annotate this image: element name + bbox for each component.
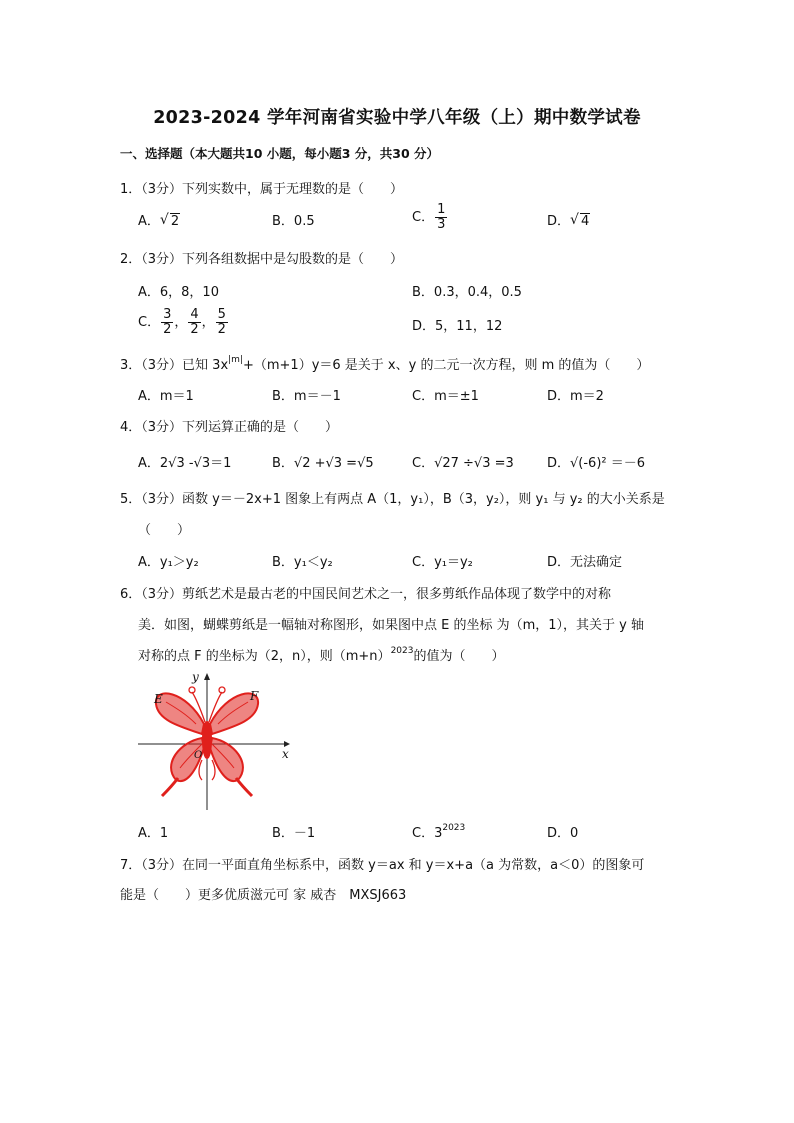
sqrt-symbol [570,214,590,229]
q1-option-c-letter: C． [412,210,435,225]
fraction-denominator: 2 [163,322,172,337]
butterfly-figure [136,668,296,813]
q6-option-d[interactable]: D．0 [547,826,579,841]
q3-stem-prefix: 3．（3分）已知 3x [120,358,229,373]
question-7-line-1: 7．（3分）在同一平面直角坐标系中，函数 y＝ax 和 y＝x+a（a 为常数，a＜0）的图象可 [120,858,645,873]
question-2-stem: 2．（3分）下列各组数据中是勾股数的是（ ） [120,252,404,267]
q6-option-b[interactable]: B．－1 [272,826,316,841]
q2-fraction-2 [188,308,200,337]
q5-option-a[interactable]: A．y₁＞y₂ [138,555,199,570]
q2-option-a[interactable]: A．6，8，10 [138,285,219,300]
fraction-denominator: 2 [217,322,226,337]
q4-option-b[interactable]: B．√2 +√3 =√5 [272,456,374,471]
q1-option-a-radicand: 2 [170,214,180,229]
question-6-line-2: 美．如图，蝴蝶剪纸是一幅轴对称图形，如果图中点 E 的坐标 为（m，1），其关于 y 轴 [138,618,645,633]
q1-option-c-fraction [435,203,447,232]
q6-exponent: 2023 [390,646,414,656]
fraction-numerator: 5 [217,307,226,322]
q2-option-c[interactable]: C． $\frac{3}{2}$ ， $\frac{4}{2}$ ， $\frac{5}{2}$ [138,307,226,337]
q4-option-a[interactable]: A．2√3 -√3＝1 [138,456,232,471]
q2-option-c-letter: C． [138,315,161,330]
q1-option-c[interactable] [412,203,448,232]
point-e-label: E [154,692,163,706]
q4-option-d[interactable]: D．√(-6)² ＝－6 [547,456,646,471]
page-title: 2023-2024 学年河南省实验中学八年级（上）期中数学试卷 [153,108,641,128]
q3-option-c[interactable]: C．m＝±1 [412,389,479,404]
q4-option-c[interactable]: C．√27 ÷√3 =3 [412,456,514,471]
q1-option-d[interactable] [547,210,590,229]
fraction-numerator: 4 [190,307,199,322]
q3-stem-suffix: +（m+1）y＝6 是关于 x、y 的二元一次方程，则 m 的值为（ ） [242,358,650,373]
origin-label: O [194,750,203,761]
y-axis-label: y [192,670,199,684]
question-5-stem: 5．（3分）函数 y＝－2x+1 图象上有两点 A（1，y₁），B（3，y₂），则 y₁ 与 y₂ 的大小关系是 [120,492,665,507]
question-6-line-1: 6．（3分）剪纸艺术是最古老的中国民间艺术之一，很多剪纸作品体现了数学中的对称 [120,587,612,602]
point-f-label: F [250,689,259,703]
q5-option-d[interactable]: D．无法确定 [547,555,623,570]
q1-option-d-radicand: 4 [581,214,590,229]
q3-option-d[interactable]: D．m＝2 [547,389,604,404]
question-3-stem [120,354,649,373]
q3-exponent: |m| [228,355,243,365]
question-1-stem: 1．（3分）下列实数中，属于无理数的是（ ） [120,182,404,197]
q5-option-c[interactable]: C．y₁＝y₂ [412,555,473,570]
q1-option-a-letter: A． [138,214,160,229]
q2-option-b[interactable]: B．0.3，0.4，0.5 [412,285,522,300]
y-axis-arrow [204,673,210,680]
q2-fraction-1 [161,308,173,337]
sqrt-symbol [160,214,180,229]
fraction-denominator: 2 [190,322,199,337]
q6-option-a[interactable]: A．1 [138,826,169,841]
q6-option-c-base: C．3 [412,826,443,841]
question-5-blank: （ ） [138,523,191,538]
question-4-stem: 4．（3分）下列运算正确的是（ ） [120,420,339,435]
q1-option-b[interactable]: B．0.5 [272,214,315,229]
question-6-line-3 [138,645,504,664]
x-axis-label: x [282,747,289,761]
q2-option-d[interactable]: D．5，11，12 [412,319,503,334]
section-heading: 一、选择题（本大题共10 小题，每小题3 分，共30 分） [120,146,440,161]
q6-option-c-exponent: 2023 [442,823,466,833]
fraction-denominator: 3 [437,217,446,232]
q3-option-a[interactable]: A．m＝1 [138,389,194,404]
fraction-numerator: 1 [437,202,446,217]
q6-option-c[interactable] [412,822,465,841]
q2-fraction-3 [216,308,228,337]
q6-line-3-prefix: 对称的点 F 的坐标为（2，n），则（m+n） [138,649,391,664]
q1-option-d-letter: D． [547,214,571,229]
q6-line-3-suffix: 的值为（ ） [413,649,505,664]
q1-option-a[interactable] [138,210,180,229]
question-7-line-2: 能是（ ）更多优质滋元可 家 威杏 MXSJ663 [120,888,407,903]
q3-option-b[interactable]: B．m＝－1 [272,389,341,404]
q5-option-b[interactable]: B．y₁＜y₂ [272,555,333,570]
fraction-numerator: 3 [163,307,172,322]
